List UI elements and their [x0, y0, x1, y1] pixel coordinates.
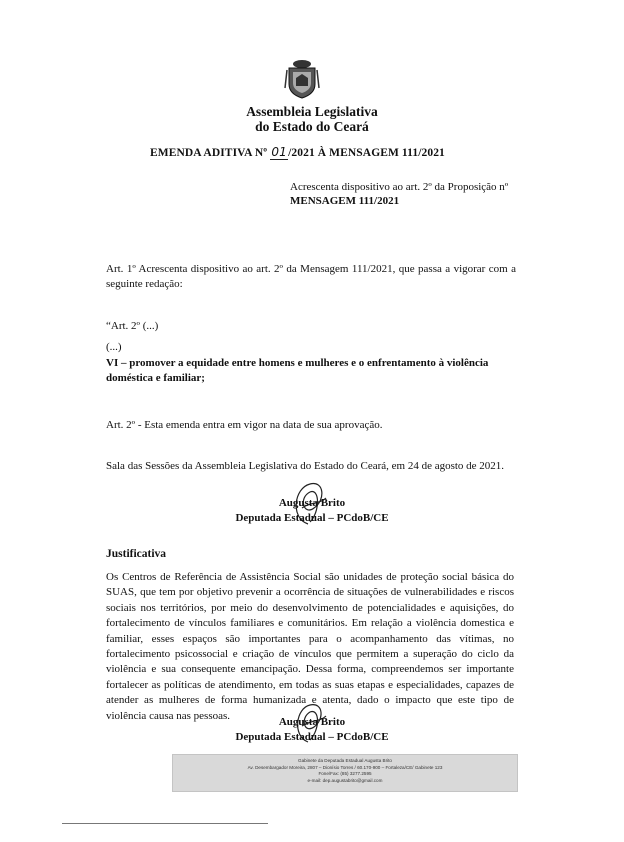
footer-email: e-mail: dep.augustabrito@gmail.com	[307, 777, 383, 783]
footer-phone: Fone/Fax: (85) 3277.2595	[318, 771, 372, 777]
ellipsis: (...)	[106, 341, 122, 353]
footer-office: Gabinete da Deputada Estadual Augusta Brito	[298, 758, 392, 763]
justification-heading: Justificativa	[106, 548, 167, 560]
justification-text: Os Centros de Referência de Assistência Social são unidades de proteção social básica do SUAS, que tem por objetivo prevenir a ocorrência de situações de vulnerabilidades e riscos sociais nos territórios, por meio do desenvolvimento de potencialidades e aquisições, do fortalecimento de vínculos familiares e comunitários. Em relação a violência domestica e familiar, esses espaços são importantes para o acompanhamento das vítimas, no fortalecimento psicossocial e criação de vínculos que permitem a superação do ciclo da violência e sua consequente emancipação. Dessa forma, compreendemos ser importante fortalecer as políticas de atendimento, em todas as suas etapas e especialidades, capazes de atender as mulheres de forma humanizada e atenta, dado o impacto que este tipo de violência causa nas pessoas.	[106, 571, 514, 722]
institution-state: do Estado do Ceará	[255, 119, 369, 134]
signatory-name-2: Augusta Brito	[278, 716, 346, 728]
office-footer	[172, 754, 518, 792]
state-crest-icon	[283, 58, 321, 100]
ementa	[290, 180, 530, 208]
session-place-date: Sala das Sessões da Assembleia Legislativa do Estado do Ceará, em 24 de agosto de 2021.	[106, 460, 505, 472]
document-title	[150, 145, 445, 160]
article-2: Art. 2º - Esta emenda entra em vigor na data de sua aprovação.	[106, 419, 383, 431]
amendment-number: 01	[271, 145, 287, 159]
institution-name: Assembleia Legislativa	[246, 104, 378, 119]
ementa-line2: MENSAGEM 111/2021	[290, 195, 400, 207]
signatory-name-1: Augusta Brito	[278, 497, 346, 509]
title-suffix: /2021 À MENSAGEM 111/2021	[288, 147, 445, 159]
inciso-vi: VI – promover a equidade entre homens e mulheres e o enfrentamento à violência doméstica e familiar;	[106, 357, 489, 384]
signatory-role-2: Deputada Estadual – PCdoB/CE	[235, 731, 389, 743]
footer-address: Av. Desembargador Moreira, 2807 – Dionísio Torres / 60.170-900 – Fortaleza/CE/ Gabinete 123	[247, 764, 443, 770]
ementa-line1: Acrescenta dispositivo ao art. 2º da Proposição nº	[290, 181, 509, 193]
article-2-quote: “Art. 2º (...)	[106, 320, 159, 332]
article-1: Art. 1º Acrescenta dispositivo ao art. 2º da Mensagem 111/2021, que passa a vigorar com a seguinte redação:	[106, 263, 516, 290]
bottom-divider	[62, 823, 268, 824]
signatory-role-1: Deputada Estadual – PCdoB/CE	[235, 512, 389, 524]
title-prefix: EMENDA ADITIVA Nº	[150, 147, 268, 159]
